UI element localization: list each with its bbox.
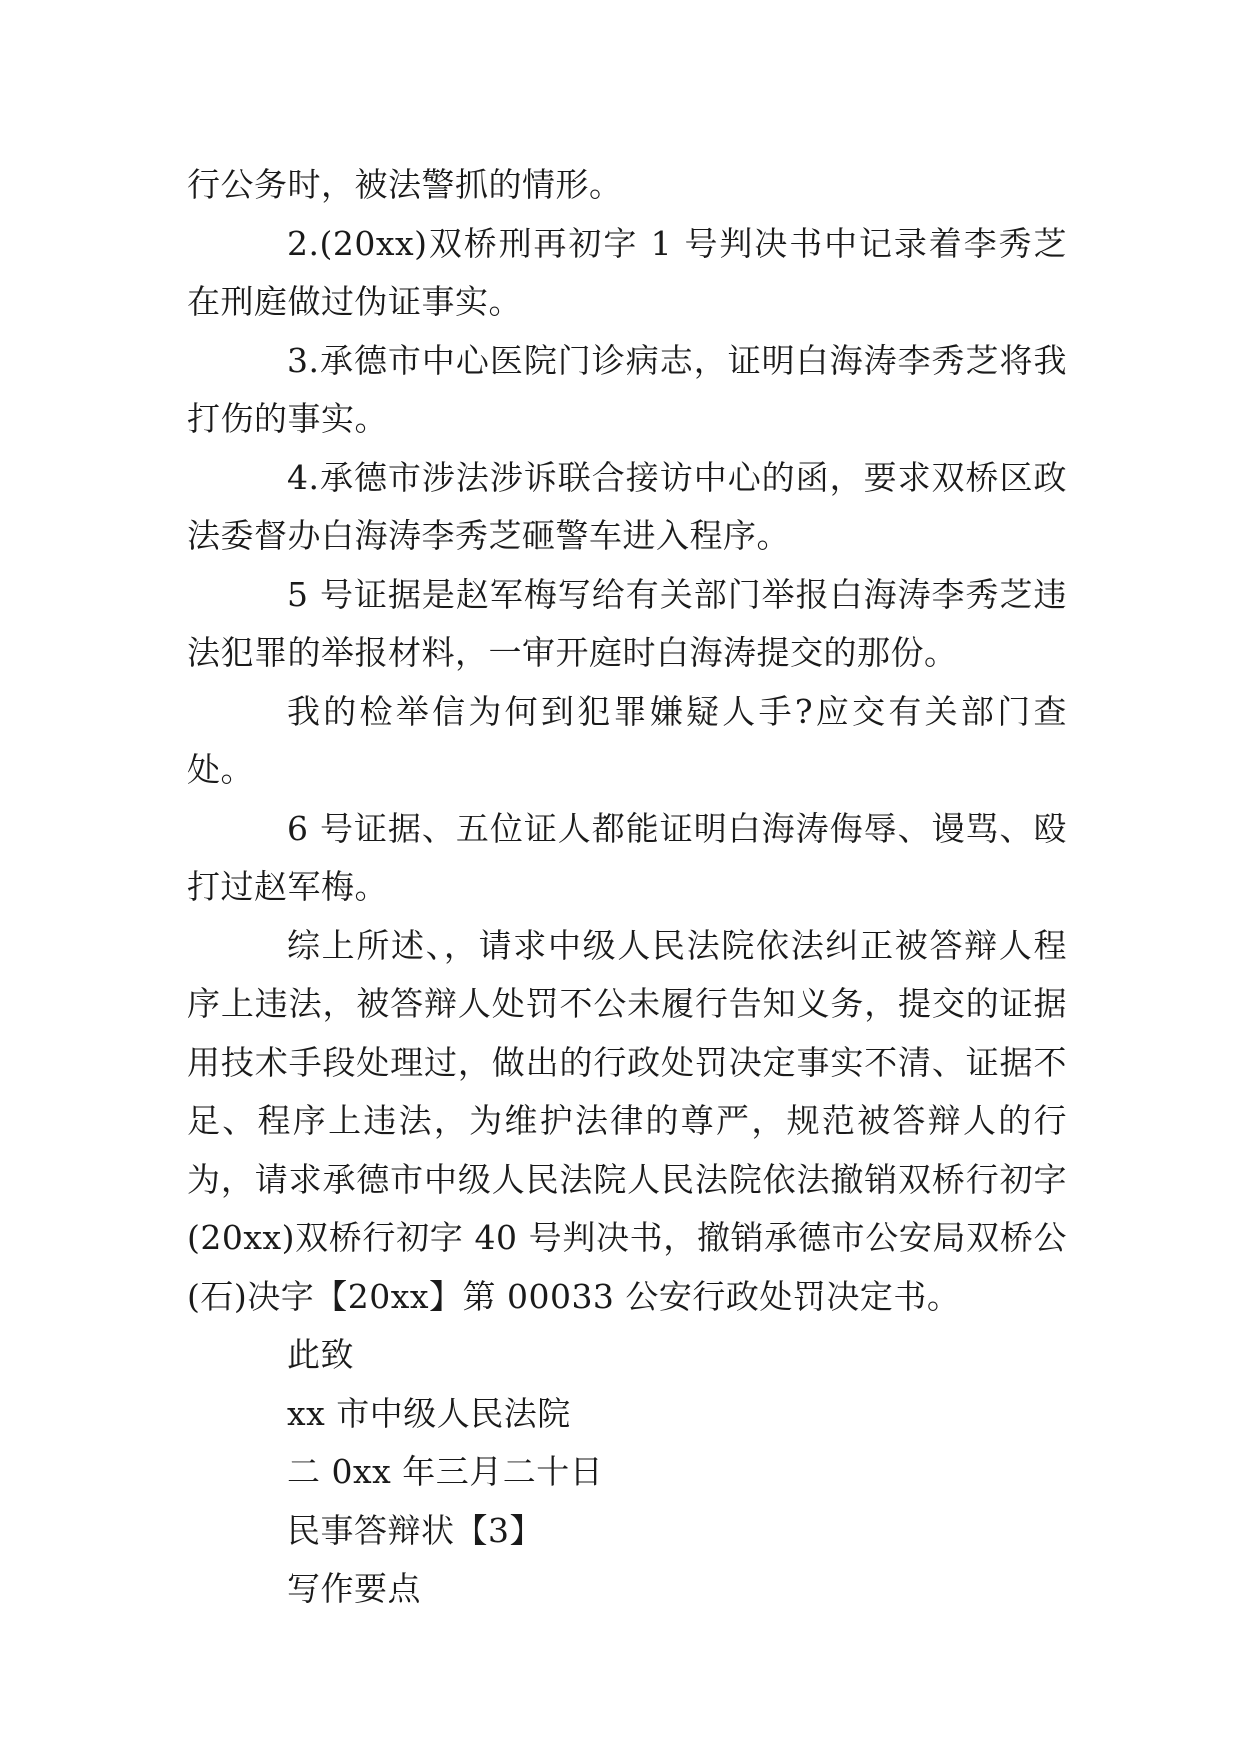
closing-salutation: 此致 — [287, 1335, 354, 1374]
next-document-title: 民事答辩状【3】 — [287, 1510, 543, 1550]
paragraph-evidence-3: 3.承德市中心医院门诊病志，证明白海涛李秀芝将我打伤的事实。 — [187, 340, 1067, 438]
document-body — [187, 156, 1067, 1619]
paragraph-evidence-6: 6 号证据、五位证人都能证明白海涛侮辱、谩骂、殴打过赵军梅。 — [187, 808, 1067, 906]
paragraph-evidence-2: 2.(20xx)双桥刑再初字 1 号判决书中记录着李秀芝在刑庭做过伪证事实。 — [187, 223, 1067, 321]
section-heading: 写作要点 — [287, 1569, 421, 1608]
closing-date: 二 0xx 年三月二十日 — [287, 1452, 604, 1491]
paragraph-complaint-letter: 我的检举信为何到犯罪嫌疑人手?应交有关部门查处。 — [187, 691, 1067, 789]
paragraph-evidence-5: 5 号证据是赵军梅写给有关部门举报白海涛李秀芝违法犯罪的举报材料，一审开庭时白海涛提交的那份。 — [187, 574, 1067, 672]
paragraph-continuation: 行公务时，被法警抓的情形。 — [187, 165, 623, 204]
closing-recipient: xx 市中级人民法院 — [287, 1393, 571, 1433]
paragraph-conclusion: 综上所述、，请求中级人民法院依法纠正被答辩人程序上违法，被答辩人处罚不公未履行告知义务，提交的证据用技术手段处理过，做出的行政处罚决定事实不清、证据不足、程序上违法，为维护法律的尊严，规范被答辩人的行为，请求承德市中级人民法院人民法院依法撤销双桥行初字(20xx)双桥行初字 40 号判决书，撤销承德市公安局双桥公(石)决字【20xx】第 00033 公安行政处罚决定书。 — [187, 925, 1067, 1316]
paragraph-evidence-4: 4.承德市涉法涉诉联合接访中心的函，要求双桥区政法委督办白海涛李秀芝砸警车进入程序。 — [187, 457, 1067, 555]
